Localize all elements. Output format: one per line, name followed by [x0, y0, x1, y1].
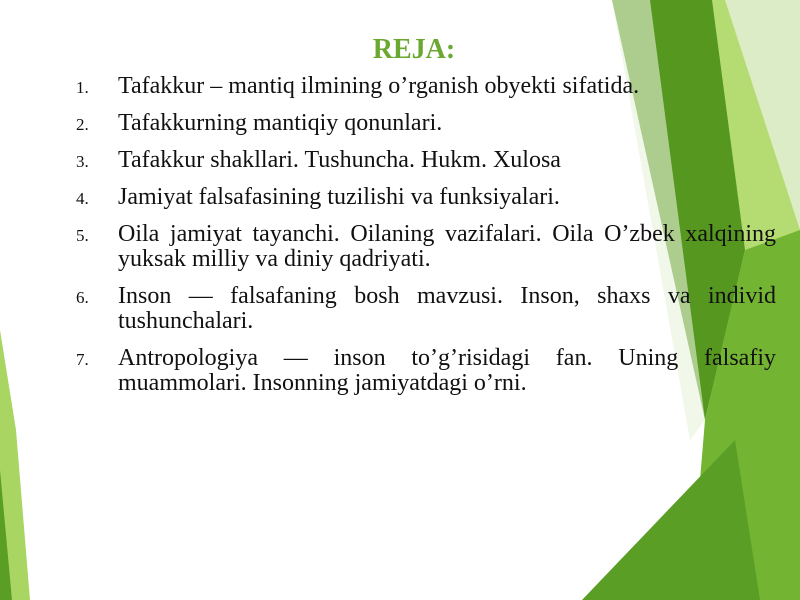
list-item-number: 2.	[76, 115, 89, 134]
list-item-text: Jamiyat falsafasining tuzilishi va funksiyalari.	[118, 184, 560, 210]
list-item	[76, 284, 776, 334]
list-item	[76, 222, 776, 272]
list-item-number: 1.	[76, 78, 89, 97]
list-item	[76, 346, 776, 396]
decor-facet-dark-bottom	[582, 440, 760, 600]
list-item	[76, 148, 776, 173]
list-item-text: Tafakkur – mantiq ilmining o’rganish obyekti sifatida.	[118, 73, 640, 99]
list-item-text: Tafakkur shakllari. Tushuncha. Hukm. Xulosa	[118, 147, 561, 173]
list-item	[76, 74, 776, 99]
list-item-number: 6.	[76, 288, 89, 307]
agenda-list	[76, 74, 776, 408]
list-item-text: Antropologiya –– inson to’g’risidagi fan. Uning falsafiy muammolari. Insonning jamiyatdagi o’rni.	[118, 345, 776, 396]
list-item-number: 5.	[76, 226, 89, 245]
list-item-text: Inson –– falsafaning bosh mavzusi. Inson, shaxs va individ tushunchalari.	[118, 283, 776, 334]
list-item-text: Tafakkurning mantiqiy qonunlari.	[118, 110, 443, 136]
list-item-number: 3.	[76, 152, 89, 171]
list-item	[76, 185, 776, 210]
slide-title: REJA:	[372, 34, 456, 65]
list-item-number: 4.	[76, 189, 89, 208]
list-item-number: 7.	[76, 350, 89, 369]
list-item	[76, 111, 776, 136]
list-item-text: Oila jamiyat tayanchi. Oilaning vazifalari. Oila O’zbek xalqining yuksak milliy va diniy qadriyati.	[118, 221, 776, 272]
